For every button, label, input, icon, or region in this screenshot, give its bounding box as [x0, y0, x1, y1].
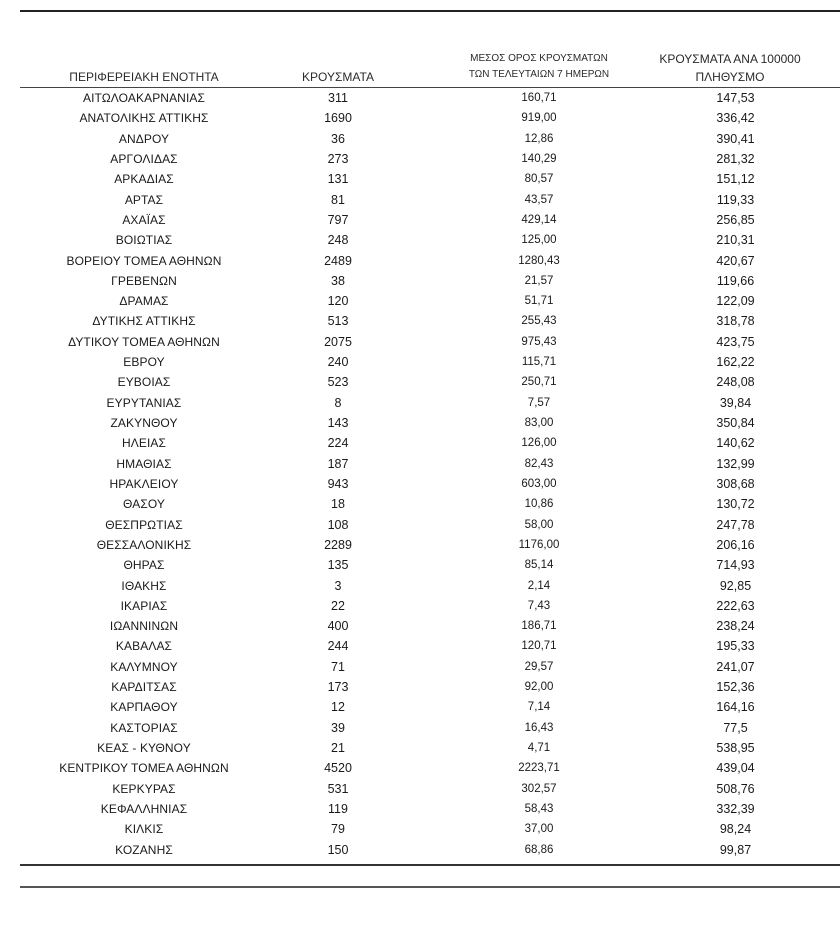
- cases-value: 273: [327, 151, 349, 166]
- per-100000-value: 152,36: [716, 680, 755, 695]
- table-row: [20, 758, 840, 778]
- cases-value: 81: [331, 192, 345, 207]
- average-value: 919,00: [521, 112, 557, 125]
- per-100000-value: 206,16: [716, 537, 755, 552]
- per-100000-value: 140,62: [716, 436, 755, 451]
- cases-value: 240: [327, 355, 349, 370]
- cases-value: 135: [327, 558, 349, 573]
- cases-value: 38: [331, 273, 345, 288]
- per-100000-value: 538,95: [716, 741, 755, 755]
- cases-value: 523: [327, 375, 349, 390]
- per-100000-value: 92,85: [719, 578, 752, 593]
- average-value: 16,43: [524, 721, 554, 734]
- cases-value: 4520: [324, 761, 352, 776]
- table-row: [20, 697, 840, 717]
- average-value: 92,00: [524, 681, 554, 694]
- per-100000-value: 318,78: [716, 314, 755, 329]
- per-100000-value: 99,87: [719, 842, 752, 857]
- per-100000-value: 195,33: [716, 639, 755, 654]
- table-row: [20, 210, 840, 230]
- average-value: 160,71: [521, 92, 557, 104]
- bottom-rule-secondary: [20, 886, 840, 888]
- region-name: ΑΧΑΪΑΣ: [122, 212, 166, 227]
- region-name: ΒΟΡΕΙΟΥ ΤΟΜΕΑ ΑΘΗΝΩΝ: [66, 253, 222, 268]
- table-row: [20, 799, 840, 819]
- header-average-line1: ΜΕΣΟΣ ΟΡΟΣ ΚΡΟΥΣΜΑΤΩΝ: [470, 53, 608, 64]
- cases-value: 12: [331, 700, 345, 715]
- table-row: [20, 677, 840, 697]
- per-100000-value: 336,42: [716, 111, 755, 126]
- cases-value: 143: [327, 416, 349, 430]
- cases-value: 187: [327, 456, 349, 471]
- average-value: 21,57: [524, 274, 554, 287]
- average-value: 7,43: [527, 599, 551, 612]
- table-row: [20, 271, 840, 291]
- table-row: [20, 108, 840, 128]
- region-name: ΔΥΤΙΚΟΥ ΤΟΜΕΑ ΑΘΗΝΩΝ: [68, 334, 220, 349]
- average-value: 1176,00: [518, 538, 560, 551]
- table-row: [20, 129, 840, 149]
- average-value: 4,71: [527, 742, 551, 754]
- table-row: [20, 718, 840, 738]
- average-value: 603,00: [521, 477, 557, 490]
- table-row: [20, 515, 840, 535]
- cases-value: 120: [327, 294, 349, 309]
- cases-value: 3: [334, 578, 342, 593]
- cases-value: 513: [327, 314, 349, 329]
- per-100000-value: 247,78: [716, 517, 755, 532]
- table-row: [20, 372, 840, 392]
- average-value: 51,71: [524, 295, 554, 308]
- table-row: [20, 840, 840, 860]
- average-value: 68,86: [524, 843, 554, 856]
- average-value: 2223,71: [518, 762, 560, 775]
- header-average: [430, 51, 648, 82]
- region-name: ΚΑΛΥΜΝΟΥ: [110, 659, 178, 674]
- cases-value: 400: [327, 619, 349, 634]
- cases-value: 8: [334, 395, 342, 410]
- table-row: [20, 494, 840, 514]
- region-name: ΚΕΝΤΡΙΚΟΥ ΤΟΜΕΑ ΑΘΗΝΩΝ: [59, 761, 229, 776]
- per-100000-value: 151,12: [716, 172, 755, 187]
- per-100000-value: 248,08: [716, 375, 755, 390]
- cases-table: [20, 40, 840, 860]
- average-value: 250,71: [521, 376, 557, 389]
- cases-value: 244: [327, 639, 349, 654]
- table-row: [20, 149, 840, 169]
- cases-value: 22: [331, 598, 345, 613]
- region-name: ΚΑΣΤΟΡΙΑΣ: [110, 720, 178, 735]
- table-row: [20, 555, 840, 575]
- cases-value: 2489: [324, 253, 352, 268]
- top-rule: [20, 10, 840, 12]
- region-name: ΙΩΑΝΝΙΝΩΝ: [109, 619, 179, 634]
- region-name: ΗΡΑΚΛΕΙΟΥ: [109, 476, 179, 491]
- region-name: ΚΕΡΚΥΡΑΣ: [112, 781, 176, 796]
- table-row: [20, 535, 840, 555]
- cases-value: 173: [327, 680, 349, 695]
- region-name: ΕΒΡΟΥ: [123, 355, 165, 370]
- cases-value: 797: [327, 212, 349, 227]
- average-value: 7,14: [527, 701, 551, 714]
- average-value: 140,29: [521, 152, 557, 165]
- table-row: [20, 616, 840, 636]
- table-row: [20, 88, 840, 108]
- region-name: ΘΑΣΟΥ: [123, 497, 165, 512]
- cases-value: 248: [327, 233, 349, 248]
- cases-value: 79: [331, 822, 345, 837]
- average-value: 2,14: [527, 579, 551, 592]
- region-name: ΗΜΑΘΙΑΣ: [116, 456, 172, 471]
- average-value: 29,57: [524, 660, 554, 673]
- region-name: ΘΗΡΑΣ: [123, 558, 165, 573]
- table-row: [20, 190, 840, 210]
- average-value: 1280,43: [518, 254, 560, 267]
- table-body: [20, 88, 840, 860]
- per-100000-value: 508,76: [716, 781, 755, 796]
- per-100000-value: 162,22: [716, 355, 755, 370]
- average-value: 125,00: [521, 234, 557, 247]
- table-row: [20, 819, 840, 839]
- region-name: ΕΥΒΟΙΑΣ: [117, 375, 171, 390]
- average-value: 58,43: [524, 802, 554, 815]
- per-100000-value: 390,41: [716, 131, 755, 146]
- average-value: 83,00: [524, 417, 554, 429]
- region-name: ΙΚΑΡΙΑΣ: [120, 598, 168, 613]
- region-name: ΚΑΡΠΑΘΟΥ: [110, 700, 178, 715]
- average-value: 302,57: [521, 782, 557, 795]
- region-name: ΑΡΓΟΛΙΔΑΣ: [110, 151, 178, 166]
- average-value: 7,57: [527, 396, 551, 409]
- region-name: ΘΕΣΠΡΩΤΙΑΣ: [105, 517, 183, 532]
- header-per-line2: ΠΛΗΘΥΣΜΟ: [695, 69, 765, 84]
- per-100000-value: 423,75: [716, 334, 755, 349]
- region-name: ΒΟΙΩΤΙΑΣ: [115, 233, 173, 248]
- per-100000-value: 350,84: [716, 416, 755, 430]
- average-value: 37,00: [524, 823, 554, 836]
- per-100000-value: 210,31: [716, 233, 755, 248]
- region-name: ΕΥΡΥΤΑΝΙΑΣ: [106, 395, 182, 410]
- cases-value: 71: [331, 659, 345, 674]
- average-value: 43,57: [524, 193, 554, 206]
- region-name: ΙΘΑΚΗΣ: [121, 578, 167, 593]
- table-row: [20, 311, 840, 331]
- cases-value: 150: [327, 842, 349, 857]
- average-value: 115,71: [521, 356, 557, 369]
- per-100000-value: 281,32: [716, 151, 755, 166]
- table-row: [20, 291, 840, 311]
- header-cases: ΚΡΟΥΣΜΑΤΑ: [302, 69, 374, 84]
- average-value: 58,00: [524, 518, 554, 531]
- average-value: 126,00: [521, 437, 557, 450]
- region-name: ΚΙΛΚΙΣ: [124, 822, 164, 837]
- table-row: [20, 576, 840, 596]
- per-100000-value: 119,66: [716, 273, 755, 288]
- region-name: ΚΑΡΔΙΤΣΑΣ: [111, 680, 177, 695]
- region-name: ΚΕΦΑΛΛΗΝΙΑΣ: [100, 801, 188, 816]
- table-row: [20, 779, 840, 799]
- table-row: [20, 738, 840, 758]
- cases-value: 2075: [324, 334, 352, 349]
- cases-value: 131: [327, 172, 349, 187]
- header-region: ΠΕΡΙΦΕΡΕΙΑΚΗ ΕΝΟΤΗΤΑ: [69, 69, 219, 84]
- average-value: 429,14: [521, 213, 557, 226]
- region-name: ΑΡΚΑΔΙΑΣ: [114, 172, 174, 187]
- average-value: 12,86: [524, 132, 554, 145]
- per-100000-value: 439,04: [716, 761, 755, 776]
- table-row: [20, 251, 840, 271]
- average-value: 120,71: [521, 640, 557, 653]
- table-row: [20, 169, 840, 189]
- per-100000-value: 420,67: [716, 253, 755, 268]
- per-100000-value: 39,84: [719, 395, 752, 410]
- average-value: 80,57: [524, 173, 554, 186]
- header-per-line1: ΚΡΟΥΣΜΑΤΑ ΑΝΑ 100000: [659, 52, 801, 67]
- table-row: [20, 657, 840, 677]
- region-name: ΑΝΑΤΟΛΙΚΗΣ ΑΤΤΙΚΗΣ: [79, 111, 209, 126]
- per-100000-value: 122,09: [716, 294, 755, 309]
- table-row: [20, 413, 840, 433]
- region-name: ΔΡΑΜΑΣ: [119, 294, 169, 309]
- per-100000-value: 77,5: [723, 720, 748, 735]
- table-row: [20, 474, 840, 494]
- average-value: 186,71: [521, 620, 557, 633]
- cases-value: 943: [327, 476, 349, 491]
- cases-value: 108: [327, 517, 349, 532]
- per-100000-value: 256,85: [716, 212, 755, 227]
- average-value: 82,43: [524, 457, 554, 470]
- cases-value: 21: [331, 741, 345, 755]
- average-value: 85,14: [524, 559, 554, 572]
- per-100000-value: 332,39: [716, 801, 755, 816]
- cases-value: 2289: [324, 537, 352, 552]
- region-name: ΚΟΖΑΝΗΣ: [115, 842, 173, 857]
- cases-value: 1690: [324, 111, 352, 126]
- average-value: 255,43: [521, 315, 557, 328]
- region-name: ΑΙΤΩΛΟΑΚΑΡΝΑΝΙΑΣ: [82, 91, 205, 105]
- table-row: [20, 352, 840, 372]
- cases-value: 18: [331, 497, 345, 512]
- region-name: ΑΝΔΡΟΥ: [118, 131, 170, 146]
- cases-value: 119: [328, 801, 348, 816]
- region-name: ΗΛΕΙΑΣ: [121, 436, 167, 451]
- table-header: [20, 40, 840, 88]
- table-row: [20, 393, 840, 413]
- region-name: ΖΑΚΥΝΘΟΥ: [110, 416, 178, 430]
- per-100000-value: 222,63: [716, 598, 755, 613]
- per-100000-value: 714,93: [716, 558, 755, 573]
- cases-value: 36: [331, 131, 345, 146]
- per-100000-value: 132,99: [716, 456, 755, 471]
- per-100000-value: 147,53: [716, 91, 755, 105]
- bottom-rule: [20, 864, 840, 866]
- region-name: ΘΕΣΣΑΛΟΝΙΚΗΣ: [96, 537, 192, 552]
- table-row: [20, 636, 840, 656]
- table-row: [20, 596, 840, 616]
- table-row: [20, 454, 840, 474]
- cases-value: 311: [328, 91, 348, 105]
- per-100000-value: 308,68: [716, 476, 755, 491]
- region-name: ΚΕΑΣ - ΚΥΘΝΟΥ: [97, 741, 191, 755]
- average-value: 975,43: [521, 335, 557, 348]
- cases-value: 531: [327, 781, 349, 796]
- cases-value: 224: [327, 436, 349, 451]
- table-row: [20, 433, 840, 453]
- per-100000-value: 164,16: [716, 700, 755, 715]
- per-100000-value: 119,33: [716, 192, 755, 207]
- cases-value: 39: [331, 720, 345, 735]
- table-row: [20, 230, 840, 250]
- per-100000-value: 241,07: [716, 659, 755, 674]
- header-per-100000: [630, 51, 830, 86]
- per-100000-value: 98,24: [719, 822, 752, 837]
- header-average-line2: ΤΩΝ ΤΕΛΕΥΤΑΙΩΝ 7 ΗΜΕΡΩΝ: [468, 68, 610, 80]
- region-name: ΔΥΤΙΚΗΣ ΑΤΤΙΚΗΣ: [92, 314, 196, 329]
- table-row: [20, 332, 840, 352]
- per-100000-value: 130,72: [716, 497, 755, 512]
- per-100000-value: 238,24: [716, 619, 755, 634]
- region-name: ΑΡΤΑΣ: [124, 192, 164, 207]
- region-name: ΚΑΒΑΛΑΣ: [115, 639, 173, 654]
- region-name: ΓΡΕΒΕΝΩΝ: [111, 273, 177, 288]
- average-value: 10,86: [524, 498, 554, 511]
